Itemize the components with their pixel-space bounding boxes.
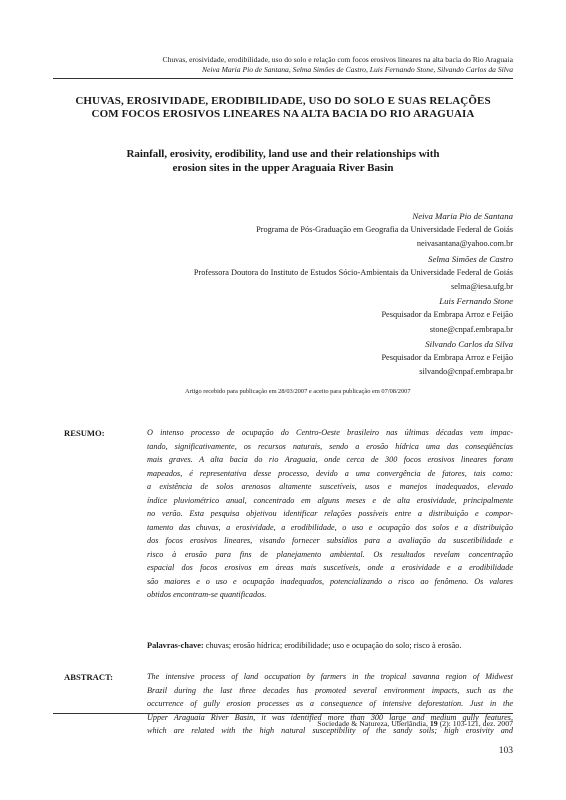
running-head-authors: Neiva Maria Pio de Santana, Selma Simões de Castro, Luis Fernando Stone, Silvando Carlos da Silva: [201, 65, 513, 74]
paragraph-line: Upper Araguaia River Basin, it was identified more than 300 large and medium gully features,: [147, 712, 513, 722]
paragraph-line: mapeados, é representativa desse processo, devido a uma convergência de fatores, tais como:: [147, 468, 513, 478]
header-rule: [53, 78, 513, 79]
title-portuguese: [53, 95, 513, 121]
author-email: selma@iesa.ufg.br: [450, 282, 513, 292]
paragraph-line: tamento das chuvas, a erosividade, a erodibilidade, o uso e ocupação dos solos e a distribuição: [147, 522, 513, 532]
page-number: 103: [498, 746, 513, 756]
paragraph-line: índice pluviométrico anual, concentrado em alguns meses e de alta erosividade, principalmente: [147, 495, 513, 505]
author-affiliation: Programa de Pós-Graduação em Geografia da Universidade Federal de Goiás: [256, 225, 513, 235]
paragraph-line: tando, significativamente, os recursos naturais, sendo a erosão hídrica uma das conseqüências: [147, 441, 513, 451]
author-email: stone@cnpaf.embrapa.br: [429, 324, 513, 334]
paragraph-line: são maiores e o uso e ocupação inadequados, potencializando o risco ao fenômeno. Os valores: [147, 576, 513, 586]
paragraph-line: which are related with the high natural susceptibility of the sandy soils; high erosivity and: [147, 726, 513, 735]
abstract-label: ABSTRACT:: [64, 672, 114, 682]
paragraph-line: mais graves. A alta bacia do rio Araguaia, onde cerca de 300 focos erosivos lineares foram: [147, 455, 513, 464]
author-email: silvando@cnpaf.embrapa.br: [419, 367, 513, 377]
paragraph-line: espacial dos focos erosivos em áreas mais suscetíveis, onde a erosividade e a erodibilidade: [147, 563, 513, 572]
paragraph-line: The intensive process of land occupation by farmers in the tropical savanna region of Midwest: [147, 672, 513, 681]
keywords-line: [147, 641, 462, 650]
journal-issue-pages: (2): 103-121, dez. 2007: [437, 719, 513, 728]
paragraph-line: a existência de solos arenosos altamente suscetíveis, usos e manejos inadequados, elevado: [147, 482, 513, 491]
author-name: Luis Fernando Stone: [439, 296, 513, 307]
paragraph-line: O intenso processo de ocupação do Centro-Oeste brasileiro nas últimas décadas vem impac-: [147, 428, 513, 437]
paragraph-line: obtidos encontram-se quantificados.: [147, 590, 267, 599]
journal-citation: [317, 719, 513, 728]
author-name: Neiva Maria Pio de Santana: [412, 211, 513, 221]
paragraph-line: occurrence of gully erosion processes as a consequence of intensive deforestation. Just in the: [147, 699, 513, 708]
title-portuguese-line1: CHUVAS, EROSIVIDADE, ERODIBILIDADE, USO DO SOLO E SUAS RELAÇÕES: [75, 95, 491, 107]
author-name: Selma Simões de Castro: [428, 253, 513, 264]
title-english-line2: erosion sites in the upper Araguaia River Basin: [172, 161, 394, 174]
paragraph-line: no verão. Esta pesquisa objetivou identificar relações possíveis entre a distribuição e compor-: [147, 509, 513, 518]
title-english: [53, 148, 513, 175]
author-name: Silvando Carlos da Silva: [425, 338, 513, 349]
resumo-paragraph: [147, 426, 513, 602]
received-note: Artigo recebido para publicação em 28/03/2007 e aceito para publicação em 07/08/2007: [185, 388, 411, 395]
running-head-title: Chuvas, erosividade, erodibilidade, uso do solo e relação com focos erosivos lineares na alta bacia do Rio Araguaia: [162, 55, 513, 64]
author-affiliation: Professora Doutora do Instituto de Estudos Sócio-Ambientais da Universidade Federal de Goiás: [193, 267, 513, 277]
title-portuguese-line2: COM FOCOS EROSIVOS LINEARES NA ALTA BACIA DO RIO ARAGUAIA: [91, 108, 475, 120]
paragraph-line: Brazil during the last three decades has promoted several environment impacts, such as the: [147, 685, 513, 695]
paragraph-line: dos focos erosivos lineares, visando fornecer subsídios para a avaliação da suscetibilidade e: [147, 536, 513, 545]
author-affiliation: Pesquisador da Embrapa Arroz e Feijão: [381, 310, 513, 320]
running-head: [163, 55, 513, 75]
footer-rule: [53, 713, 513, 714]
keywords-label: Palavras-chave:: [147, 641, 204, 650]
resumo-label: RESUMO:: [64, 428, 105, 438]
journal-volume: 19: [429, 719, 438, 728]
title-english-line1: Rainfall, erosivity, erodibility, land use and their relationships with: [126, 148, 440, 160]
author-affiliation: Pesquisador da Embrapa Arroz e Feijão: [381, 353, 513, 363]
paragraph-line: risco à erosão para fins de planejamento ambiental. Os resultados revelam concentração: [147, 549, 513, 559]
author-email: neivasantana@yahoo.com.br: [416, 239, 513, 249]
authors-block: [194, 209, 513, 379]
journal-name: Sociedade & Natureza, Uberlândia,: [317, 719, 430, 728]
keywords-text: chuvas; erosão hídrica; erodibilidade; uso e ocupação do solo; risco à erosão.: [203, 641, 462, 650]
